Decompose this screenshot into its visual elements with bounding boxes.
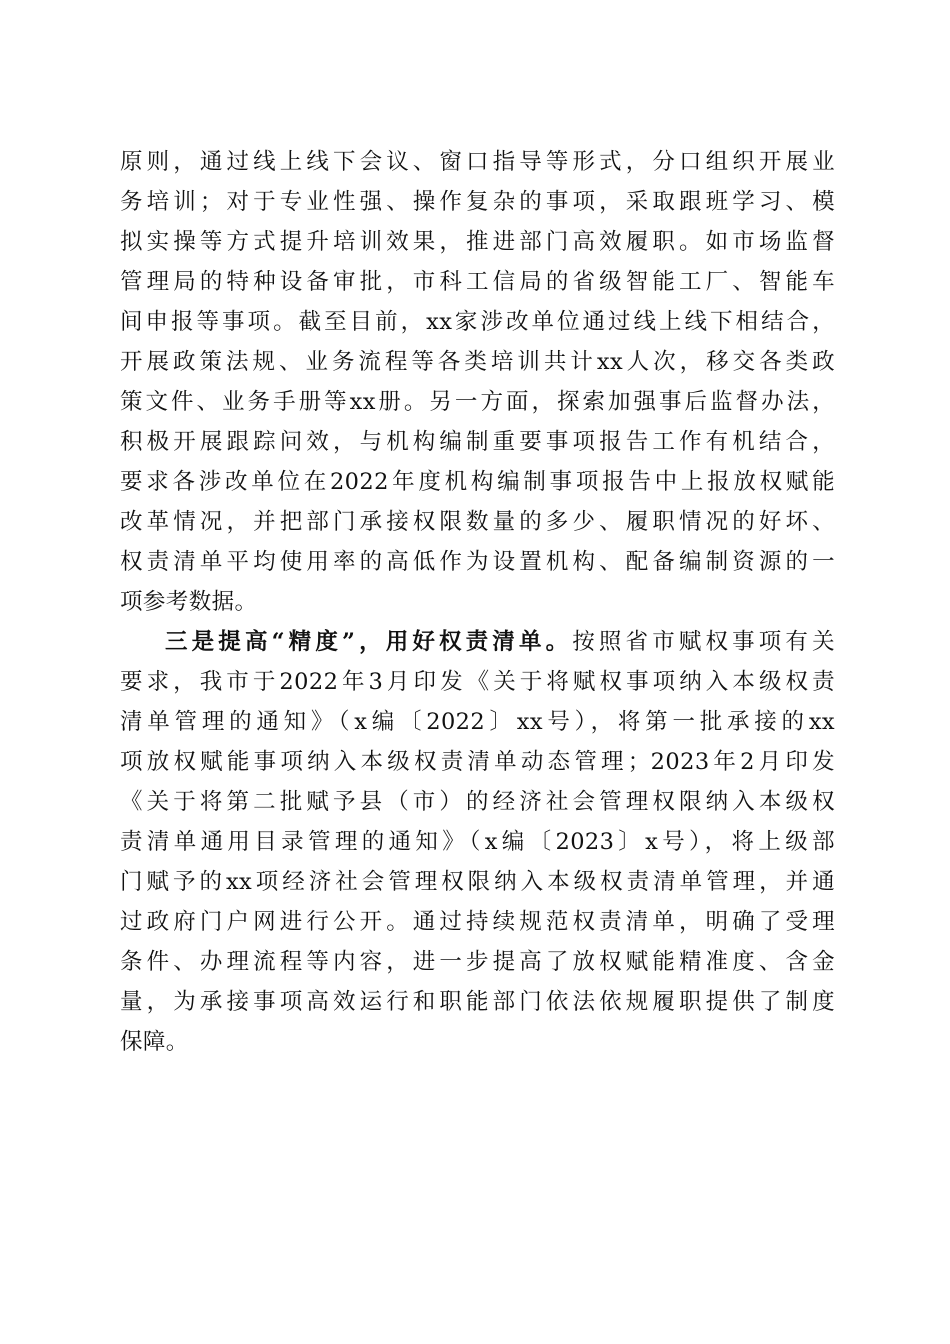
paragraph-line: 条件、办理流程等内容，进一步提高了放权赋能精准度、含金 [120,949,835,975]
paragraph-line: 策文件、业务手册等xx册。另一方面，探索加强事后监督办法， [120,389,835,415]
paragraph-line: 项放权赋能事项纳入本级权责清单动态管理；2023年2月印发 [120,749,835,775]
paragraph-line: 管理局的特种设备审批，市科工信局的省级智能工厂、智能车 [120,269,835,295]
paragraph-line: 保障。 [120,1029,189,1055]
document-body [120,142,835,1062]
paragraph-line: 间申报等事项。截至目前，xx家涉改单位通过线上线下相结合， [120,309,835,335]
paragraph-line: 要求各涉改单位在2022年度机构编制事项报告中上报放权赋能 [120,469,835,495]
paragraph-line: 清单管理的通知》（x编〔2022〕xx号），将第一批承接的xx [120,709,835,735]
paragraph-line: 项参考数据。 [120,589,258,615]
paragraph-heading: 三是提高“精度”，用好权责清单。 [165,629,573,655]
paragraph-line: 原则，通过线上线下会议、窗口指导等形式，分口组织开展业 [120,149,835,175]
paragraph-line: 开展政策法规、业务流程等各类培训共计xx人次，移交各类政 [120,349,835,375]
paragraph-line: 门赋予的xx项经济社会管理权限纳入本级权责清单管理，并通 [120,869,835,895]
paragraph-line: 责清单通用目录管理的通知》（x编〔2023〕x号），将上级部 [120,829,835,855]
paragraph-line: 《关于将第二批赋予县（市）的经济社会管理权限纳入本级权 [120,789,835,815]
paragraph-first-line-text: 按照省市赋权事项有关 [572,629,835,655]
paragraph-line: 改革情况，并把部门承接权限数量的多少、履职情况的好坏、 [120,509,835,535]
paragraph-line: 过政府门户网进行公开。通过持续规范权责清单，明确了受理 [120,909,835,935]
paragraph-line: 要求，我市于2022年3月印发《关于将赋权事项纳入本级权责 [120,669,835,695]
paragraph-line: 量，为承接事项高效运行和职能部门依法依规履职提供了制度 [120,989,835,1015]
paragraph-line: 拟实操等方式提升培训效果，推进部门高效履职。如市场监督 [120,229,835,255]
paragraph-line: 务培训；对于专业性强、操作复杂的事项，采取跟班学习、模 [120,189,835,215]
paragraph-line: 积极开展跟踪问效，与机构编制重要事项报告工作有机结合， [120,429,835,455]
paragraph-first-line [120,622,835,662]
paragraph-line: 权责清单平均使用率的高低作为设置机构、配备编制资源的一 [120,549,835,575]
paragraph-training [120,142,835,622]
paragraph-accuracy [120,622,835,1062]
